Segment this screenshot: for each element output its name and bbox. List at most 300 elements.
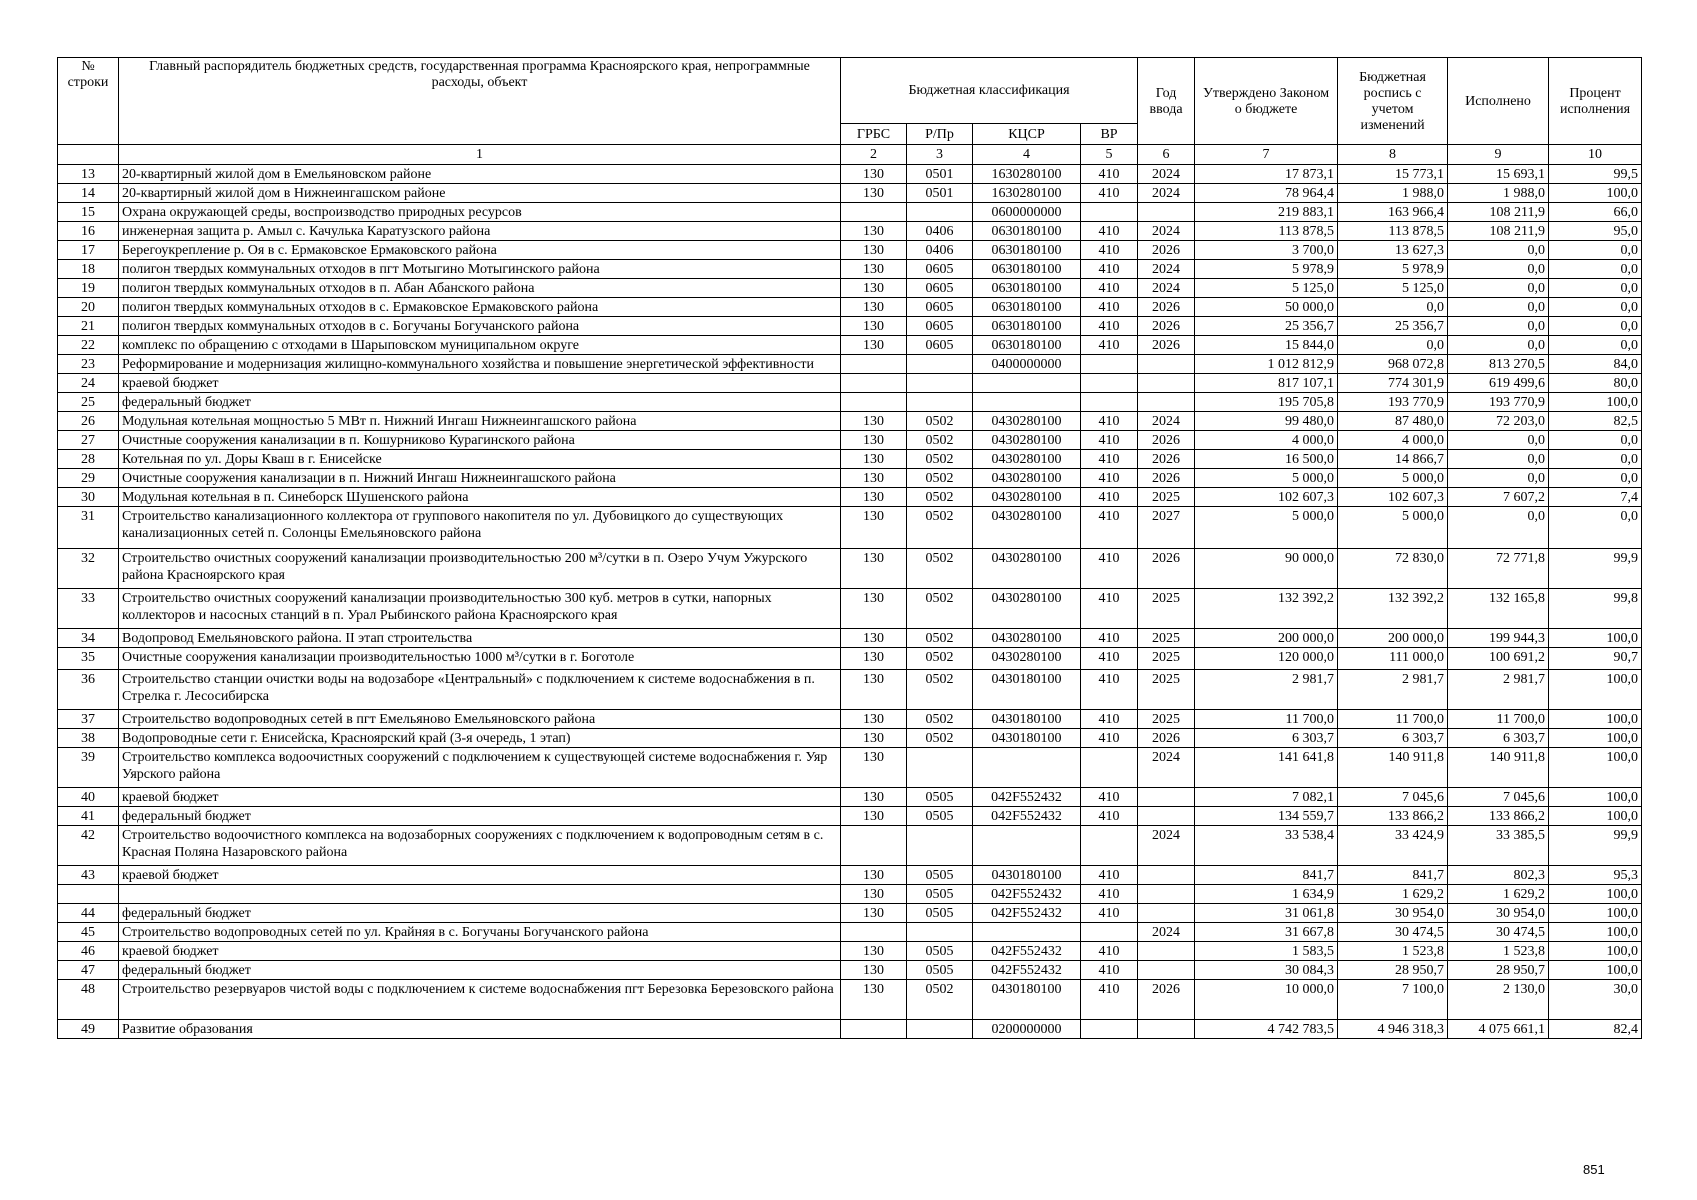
header-budget-classification: Бюджетная классификация [841,58,1138,124]
col-number-cell [58,145,119,165]
percent-cell: 0,0 [1549,336,1642,355]
percent-cell: 100,0 [1549,788,1642,807]
rpr-cell: 0502 [907,648,973,670]
year-cell: 2025 [1138,648,1195,670]
percent-cell: 100,0 [1549,184,1642,203]
table-row [58,942,1642,961]
col-number-cell: 5 [1081,145,1138,165]
kcsr-cell [973,826,1081,866]
row-number-cell: 49 [58,1020,119,1039]
table-row [58,748,1642,788]
grbs-cell: 130 [841,904,907,923]
approved-cell: 5 000,0 [1195,469,1338,488]
row-name-cell: Модульная котельная мощностью 5 МВт п. Нижний Ингаш Нижнеингашского района [119,412,841,431]
approved-cell: 141 641,8 [1195,748,1338,788]
rpr-cell [907,826,973,866]
row-name-cell: Берегоукрепление р. Оя в с. Ермаковское Ермаковского района [119,241,841,260]
row-number-cell: 17 [58,241,119,260]
row-name-cell: Очистные сооружения канализации в п. Кошурниково Курагинского района [119,431,841,450]
kcsr-cell: 0630180100 [973,336,1081,355]
percent-cell: 99,8 [1549,589,1642,629]
schedule-cell: 5 125,0 [1338,279,1448,298]
table-row [58,241,1642,260]
kcsr-cell: 0630180100 [973,241,1081,260]
vr-cell: 410 [1081,336,1138,355]
year-cell: 2024 [1138,826,1195,866]
executed-cell: 108 211,9 [1448,203,1549,222]
header-rpr: Р/Пр [907,124,973,145]
rpr-cell: 0502 [907,670,973,710]
vr-cell: 410 [1081,279,1138,298]
vr-cell [1081,393,1138,412]
row-name-cell: Модульная котельная в п. Синеборск Шушенского района [119,488,841,507]
year-cell: 2027 [1138,507,1195,549]
executed-cell: 0,0 [1448,260,1549,279]
kcsr-cell: 0430280100 [973,507,1081,549]
rpr-cell: 0505 [907,961,973,980]
kcsr-cell: 0630180100 [973,317,1081,336]
executed-cell: 813 270,5 [1448,355,1549,374]
percent-cell: 100,0 [1549,670,1642,710]
row-number-cell: 40 [58,788,119,807]
row-number-cell: 46 [58,942,119,961]
vr-cell: 410 [1081,807,1138,826]
percent-cell: 66,0 [1549,203,1642,222]
row-number-cell: 20 [58,298,119,317]
row-name-cell: 20-квартирный жилой дом в Емельяновском районе [119,165,841,184]
year-cell [1138,961,1195,980]
grbs-cell: 130 [841,260,907,279]
schedule-cell: 25 356,7 [1338,317,1448,336]
table-row [58,807,1642,826]
header-schedule: Бюджетная роспись с учетом изменений [1338,58,1448,145]
kcsr-cell: 0430180100 [973,670,1081,710]
executed-cell: 619 499,6 [1448,374,1549,393]
approved-cell: 90 000,0 [1195,549,1338,589]
table-row [58,298,1642,317]
row-name-cell: Строительство водоочистного комплекса на водозаборных сооружениях с подключением к водопроводным сетям в с. Красная Поляна Назаровского района [119,826,841,866]
kcsr-cell: 0400000000 [973,355,1081,374]
table-row [58,317,1642,336]
vr-cell: 410 [1081,866,1138,885]
approved-cell: 11 700,0 [1195,710,1338,729]
row-number-cell: 44 [58,904,119,923]
rpr-cell: 0605 [907,317,973,336]
grbs-cell: 130 [841,507,907,549]
row-number-cell: 26 [58,412,119,431]
year-cell: 2025 [1138,670,1195,710]
year-cell: 2024 [1138,279,1195,298]
table-row [58,355,1642,374]
rpr-cell [907,203,973,222]
row-name-cell: Водопровод Емельяновского района. II этап строительства [119,629,841,648]
executed-cell: 72 771,8 [1448,549,1549,589]
row-name-cell: федеральный бюджет [119,961,841,980]
grbs-cell [841,826,907,866]
kcsr-cell: 0430180100 [973,729,1081,748]
table-row [58,393,1642,412]
vr-cell: 410 [1081,885,1138,904]
kcsr-cell: 0430280100 [973,549,1081,589]
table-body [58,165,1642,1039]
rpr-cell [907,393,973,412]
approved-cell: 7 082,1 [1195,788,1338,807]
row-name-cell: краевой бюджет [119,866,841,885]
percent-cell: 90,7 [1549,648,1642,670]
approved-cell: 33 538,4 [1195,826,1338,866]
row-number-cell: 37 [58,710,119,729]
executed-cell: 30 954,0 [1448,904,1549,923]
table-row [58,788,1642,807]
row-name-cell: Строительство очистных сооружений канализации производительностью 300 куб. метров в сутки, напорных коллекторов и насосных станций в п. Урал Рыбинского района Красноярского края [119,589,841,629]
schedule-cell: 4 946 318,3 [1338,1020,1448,1039]
percent-cell: 80,0 [1549,374,1642,393]
col-number-cell: 3 [907,145,973,165]
year-cell [1138,788,1195,807]
executed-cell: 0,0 [1448,336,1549,355]
percent-cell: 84,0 [1549,355,1642,374]
schedule-cell: 5 978,9 [1338,260,1448,279]
kcsr-cell: 0430280100 [973,450,1081,469]
percent-cell: 0,0 [1549,241,1642,260]
header-year: Год ввода [1138,58,1195,145]
table-row [58,336,1642,355]
table-row [58,222,1642,241]
year-cell [1138,355,1195,374]
kcsr-cell: 0430280100 [973,412,1081,431]
approved-cell: 78 964,4 [1195,184,1338,203]
year-cell [1138,203,1195,222]
year-cell: 2025 [1138,488,1195,507]
row-name-cell: Строительство очистных сооружений канализации производительностью 200 м³/сутки в п. Озеро Учум Ужурского района Красноярского края [119,549,841,589]
grbs-cell: 130 [841,729,907,748]
approved-cell: 50 000,0 [1195,298,1338,317]
schedule-cell: 163 966,4 [1338,203,1448,222]
executed-cell: 0,0 [1448,507,1549,549]
row-name-cell: краевой бюджет [119,374,841,393]
header-kcsr: КЦСР [973,124,1081,145]
vr-cell: 410 [1081,670,1138,710]
grbs-cell: 130 [841,298,907,317]
grbs-cell: 130 [841,336,907,355]
percent-cell: 100,0 [1549,807,1642,826]
schedule-cell: 30 954,0 [1338,904,1448,923]
kcsr-cell: 0430280100 [973,431,1081,450]
percent-cell: 0,0 [1549,260,1642,279]
vr-cell: 410 [1081,469,1138,488]
kcsr-cell: 0430180100 [973,866,1081,885]
header-executed: Исполнено [1448,58,1549,145]
rpr-cell: 0605 [907,336,973,355]
rpr-cell: 0505 [907,885,973,904]
row-number-cell: 39 [58,748,119,788]
approved-cell: 200 000,0 [1195,629,1338,648]
row-number-cell: 13 [58,165,119,184]
rpr-cell: 0502 [907,589,973,629]
grbs-cell: 130 [841,279,907,298]
schedule-cell: 1 523,8 [1338,942,1448,961]
row-number-cell: 45 [58,923,119,942]
row-name-cell: федеральный бюджет [119,807,841,826]
grbs-cell: 130 [841,748,907,788]
rpr-cell: 0502 [907,450,973,469]
kcsr-cell: 042F552432 [973,961,1081,980]
executed-cell: 2 981,7 [1448,670,1549,710]
kcsr-cell: 0430280100 [973,648,1081,670]
year-cell: 2025 [1138,589,1195,629]
year-cell: 2026 [1138,298,1195,317]
percent-cell: 99,9 [1549,549,1642,589]
year-cell: 2024 [1138,165,1195,184]
table-row [58,165,1642,184]
grbs-cell: 130 [841,788,907,807]
rpr-cell: 0502 [907,507,973,549]
approved-cell: 31 061,8 [1195,904,1338,923]
row-number-cell: 30 [58,488,119,507]
row-name-cell: Строительство канализационного коллектора от группового накопителя по ул. Дубовицкого до существующих канализационных сетей п. Солонцы Емельяновского района [119,507,841,549]
schedule-cell: 33 424,9 [1338,826,1448,866]
kcsr-cell: 042F552432 [973,885,1081,904]
rpr-cell: 0502 [907,469,973,488]
kcsr-cell [973,748,1081,788]
table-row [58,488,1642,507]
rpr-cell: 0505 [907,866,973,885]
executed-cell: 0,0 [1448,469,1549,488]
approved-cell: 99 480,0 [1195,412,1338,431]
schedule-cell: 5 000,0 [1338,507,1448,549]
table-row [58,469,1642,488]
approved-cell: 120 000,0 [1195,648,1338,670]
vr-cell: 410 [1081,589,1138,629]
row-name-cell: Развитие образования [119,1020,841,1039]
vr-cell: 410 [1081,980,1138,1020]
vr-cell: 410 [1081,788,1138,807]
year-cell: 2026 [1138,241,1195,260]
row-number-cell: 35 [58,648,119,670]
rpr-cell: 0505 [907,904,973,923]
row-number-cell: 24 [58,374,119,393]
kcsr-cell: 0600000000 [973,203,1081,222]
schedule-cell: 1 629,2 [1338,885,1448,904]
approved-cell: 132 392,2 [1195,589,1338,629]
year-cell: 2026 [1138,980,1195,1020]
table-row [58,374,1642,393]
percent-cell: 100,0 [1549,629,1642,648]
approved-cell: 134 559,7 [1195,807,1338,826]
percent-cell: 7,4 [1549,488,1642,507]
table-header [58,58,1642,165]
table-row [58,980,1642,1020]
percent-cell: 0,0 [1549,450,1642,469]
vr-cell: 410 [1081,431,1138,450]
rpr-cell: 0605 [907,260,973,279]
row-number-cell: 27 [58,431,119,450]
executed-cell: 802,3 [1448,866,1549,885]
row-number-cell: 31 [58,507,119,549]
schedule-cell: 28 950,7 [1338,961,1448,980]
kcsr-cell: 0430280100 [973,488,1081,507]
budget-table [57,57,1642,1039]
executed-cell: 30 474,5 [1448,923,1549,942]
vr-cell: 410 [1081,298,1138,317]
row-name-cell: федеральный бюджет [119,393,841,412]
grbs-cell [841,355,907,374]
executed-cell: 133 866,2 [1448,807,1549,826]
table-row [58,589,1642,629]
vr-cell: 410 [1081,184,1138,203]
percent-cell: 0,0 [1549,507,1642,549]
kcsr-cell: 0630180100 [973,222,1081,241]
rpr-cell: 0406 [907,222,973,241]
row-number-cell: 18 [58,260,119,279]
row-name-cell: Строительство водопроводных сетей в пгт Емельяново Емельяновского района [119,710,841,729]
kcsr-cell [973,923,1081,942]
kcsr-cell: 0630180100 [973,298,1081,317]
schedule-cell: 72 830,0 [1338,549,1448,589]
table-row [58,826,1642,866]
kcsr-cell: 0630180100 [973,279,1081,298]
table-row [58,961,1642,980]
rpr-cell [907,923,973,942]
approved-cell: 31 667,8 [1195,923,1338,942]
percent-cell: 100,0 [1549,710,1642,729]
table-row [58,923,1642,942]
row-number-cell: 22 [58,336,119,355]
row-number-cell: 47 [58,961,119,980]
vr-cell: 410 [1081,961,1138,980]
schedule-cell: 87 480,0 [1338,412,1448,431]
approved-cell: 1 634,9 [1195,885,1338,904]
percent-cell: 0,0 [1549,431,1642,450]
table-row [58,866,1642,885]
grbs-cell: 130 [841,866,907,885]
vr-cell: 410 [1081,260,1138,279]
approved-cell: 4 000,0 [1195,431,1338,450]
grbs-cell [841,203,907,222]
approved-cell: 1 012 812,9 [1195,355,1338,374]
executed-cell: 0,0 [1448,279,1549,298]
vr-cell: 410 [1081,904,1138,923]
approved-cell: 16 500,0 [1195,450,1338,469]
grbs-cell: 130 [841,710,907,729]
table-row [58,549,1642,589]
executed-cell: 193 770,9 [1448,393,1549,412]
grbs-cell: 130 [841,431,907,450]
row-number-cell: 28 [58,450,119,469]
grbs-cell: 130 [841,980,907,1020]
row-name-cell: Реформирование и модернизация жилищно-коммунального хозяйства и повышение энергетической эффективности [119,355,841,374]
table-row [58,279,1642,298]
schedule-cell: 774 301,9 [1338,374,1448,393]
grbs-cell: 130 [841,549,907,589]
percent-cell: 0,0 [1549,469,1642,488]
executed-cell: 28 950,7 [1448,961,1549,980]
row-number-cell: 16 [58,222,119,241]
year-cell: 2026 [1138,431,1195,450]
row-name-cell: полигон твердых коммунальных отходов в п. Абан Абанского района [119,279,841,298]
rpr-cell: 0605 [907,298,973,317]
kcsr-cell: 0200000000 [973,1020,1081,1039]
approved-cell: 10 000,0 [1195,980,1338,1020]
vr-cell: 410 [1081,629,1138,648]
table-row [58,670,1642,710]
row-name-cell: полигон твердых коммунальных отходов в с. Богучаны Богучанского района [119,317,841,336]
percent-cell: 82,5 [1549,412,1642,431]
approved-cell: 2 981,7 [1195,670,1338,710]
executed-cell: 100 691,2 [1448,648,1549,670]
vr-cell: 410 [1081,942,1138,961]
vr-cell: 410 [1081,648,1138,670]
table-row [58,184,1642,203]
column-number-row [58,145,1642,165]
kcsr-cell [973,374,1081,393]
executed-cell: 33 385,5 [1448,826,1549,866]
year-cell: 2026 [1138,450,1195,469]
percent-cell: 100,0 [1549,885,1642,904]
col-number-cell: 2 [841,145,907,165]
kcsr-cell: 042F552432 [973,807,1081,826]
year-cell: 2024 [1138,748,1195,788]
schedule-cell: 1 988,0 [1338,184,1448,203]
vr-cell: 410 [1081,222,1138,241]
percent-cell: 99,5 [1549,165,1642,184]
vr-cell: 410 [1081,549,1138,589]
rpr-cell: 0502 [907,431,973,450]
row-number-cell [58,885,119,904]
vr-cell: 410 [1081,710,1138,729]
table-row [58,648,1642,670]
grbs-cell: 130 [841,450,907,469]
row-name-cell: Очистные сооружения канализации в п. Нижний Ингаш Нижнеингашского района [119,469,841,488]
executed-cell: 199 944,3 [1448,629,1549,648]
rpr-cell [907,355,973,374]
vr-cell [1081,1020,1138,1039]
rpr-cell [907,374,973,393]
percent-cell: 100,0 [1549,729,1642,748]
col-number-cell: 4 [973,145,1081,165]
approved-cell: 113 878,5 [1195,222,1338,241]
grbs-cell [841,923,907,942]
rpr-cell: 0505 [907,942,973,961]
kcsr-cell: 0430280100 [973,469,1081,488]
table-row [58,431,1642,450]
grbs-cell: 130 [841,885,907,904]
year-cell: 2024 [1138,222,1195,241]
grbs-cell: 130 [841,184,907,203]
rpr-cell: 0502 [907,980,973,1020]
executed-cell: 0,0 [1448,450,1549,469]
schedule-cell: 133 866,2 [1338,807,1448,826]
table-row [58,507,1642,549]
kcsr-cell: 0430280100 [973,629,1081,648]
table-row [58,885,1642,904]
grbs-cell: 130 [841,629,907,648]
approved-cell: 6 303,7 [1195,729,1338,748]
schedule-cell: 0,0 [1338,336,1448,355]
rpr-cell: 0502 [907,549,973,589]
row-number-cell: 21 [58,317,119,336]
percent-cell: 100,0 [1549,961,1642,980]
executed-cell: 7 045,6 [1448,788,1549,807]
rpr-cell: 0502 [907,488,973,507]
col-number-cell: 10 [1549,145,1642,165]
grbs-cell: 130 [841,961,907,980]
schedule-cell: 7 045,6 [1338,788,1448,807]
kcsr-cell: 0630180100 [973,260,1081,279]
row-number-cell: 23 [58,355,119,374]
schedule-cell: 132 392,2 [1338,589,1448,629]
percent-cell: 100,0 [1549,923,1642,942]
